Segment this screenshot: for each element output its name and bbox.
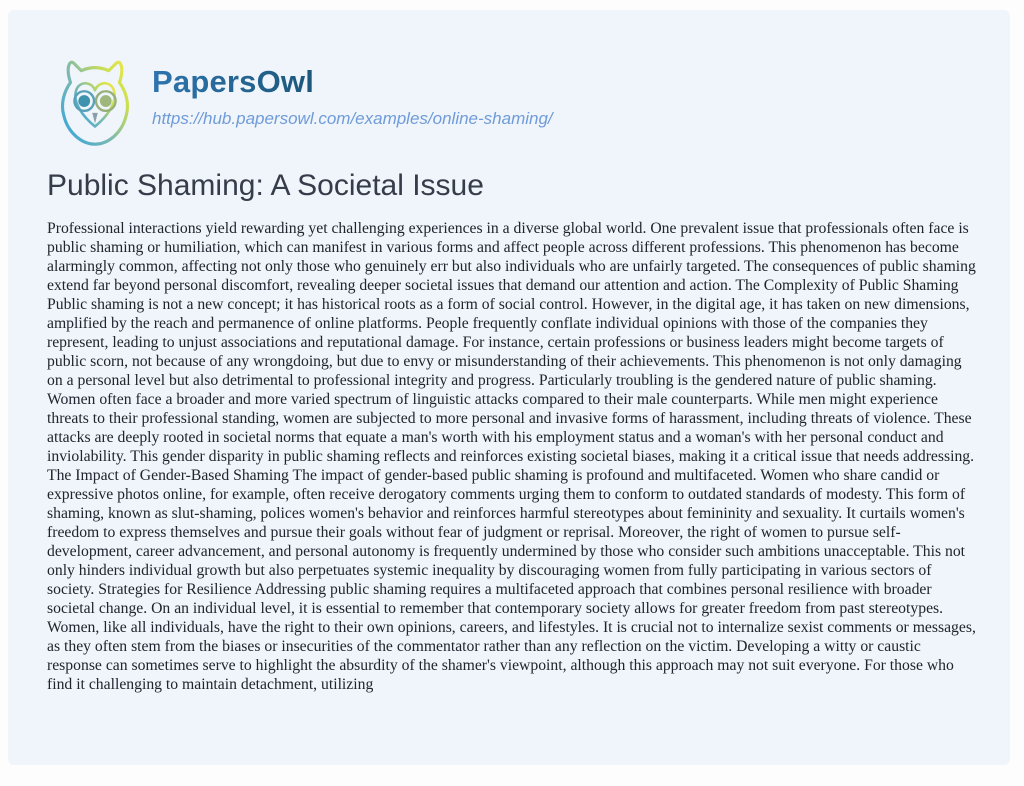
source-url-link[interactable]: https://hub.papersowl.com/examples/online-shaming/ (152, 109, 553, 128)
site-header (152, 64, 553, 129)
brand-name[interactable]: PapersOwl (152, 64, 553, 100)
page-title: Public Shaming: A Societal Issue (47, 169, 484, 202)
article-body: Professional interactions yield rewarding yet challenging experiences in a diverse global world. One prevalent issue that professionals often face is public shaming or humiliation, which can manifest in various forms and affect people across different professions. This phenomenon has become alarmingly common, affecting not only those who genuinely err but also individuals who are unfairly targeted. The consequences of public shaming extend far beyond personal discomfort, revealing deeper societal issues that demand our attention and action. The Complexity of Public Shaming Public shaming is not a new concept; it has historical roots as a form of social control. However, in the digital age, it has taken on new dimensions, amplified by the reach and permanence of online platforms. People frequently conflate individual opinions with those of the companies they represent, leading to unjust associations and reputational damage. For instance, certain professions or business leaders might become targets of public scorn, not because of any wrongdoing, but due to envy or misunderstanding of their achievements. This phenomenon is not only damaging on a personal level but also detrimental to professional integrity and progress. Particularly troubling is the gendered nature of public shaming. Women often face a broader and more varied spectrum of linguistic attacks compared to their male counterparts. While men might experience threats to their professional standing, women are subjected to more personal and invasive forms of harassment, including threats of violence. These attacks are deeply rooted in societal norms that equate a man's worth with his employment status and a woman's with her personal conduct and inviolability. This gender disparity in public shaming reflects and reinforces existing societal biases, making it a critical issue that needs addressing. The Impact of Gender-Based Shaming The impact of gender-based public shaming is profound and multifaceted. Women who share candid or expressive photos online, for example, often receive derogatory comments urging them to conform to outdated standards of modesty. This form of shaming, known as slut-shaming, polices women's behavior and reinforces harmful stereotypes about femininity and sexuality. It curtails women's freedom to express themselves and pursue their goals without fear of judgment or reprisal. Moreover, the right of women to pursue self-development, career advancement, and personal autonomy is frequently undermined by those who consider such ambitions unacceptable. This not only hinders individual growth but also perpetuates systemic inequality by discouraging women from fully participating in various sectors of society. Strategies for Resilience Addressing public shaming requires a multifaceted approach that combines personal resilience with broader societal change. On an individual level, it is essential to remember that contemporary society allows for greater freedom from past stereotypes. Women, like all individuals, have the right to their own opinions, careers, and lifestyles. It is crucial not to internalize sexist comments or messages, as they often stem from the biases or insecurities of the commentator rather than any reflection on the victim. Developing a witty or caustic response can sometimes serve to highlight the absurdity of the shamer's viewpoint, although this approach may not suit everyone. For those who find it challenging to maintain detachment, utilizing (47, 220, 976, 693)
papersowl-owl-logo-icon[interactable] (46, 55, 144, 153)
document-card (8, 10, 1010, 765)
